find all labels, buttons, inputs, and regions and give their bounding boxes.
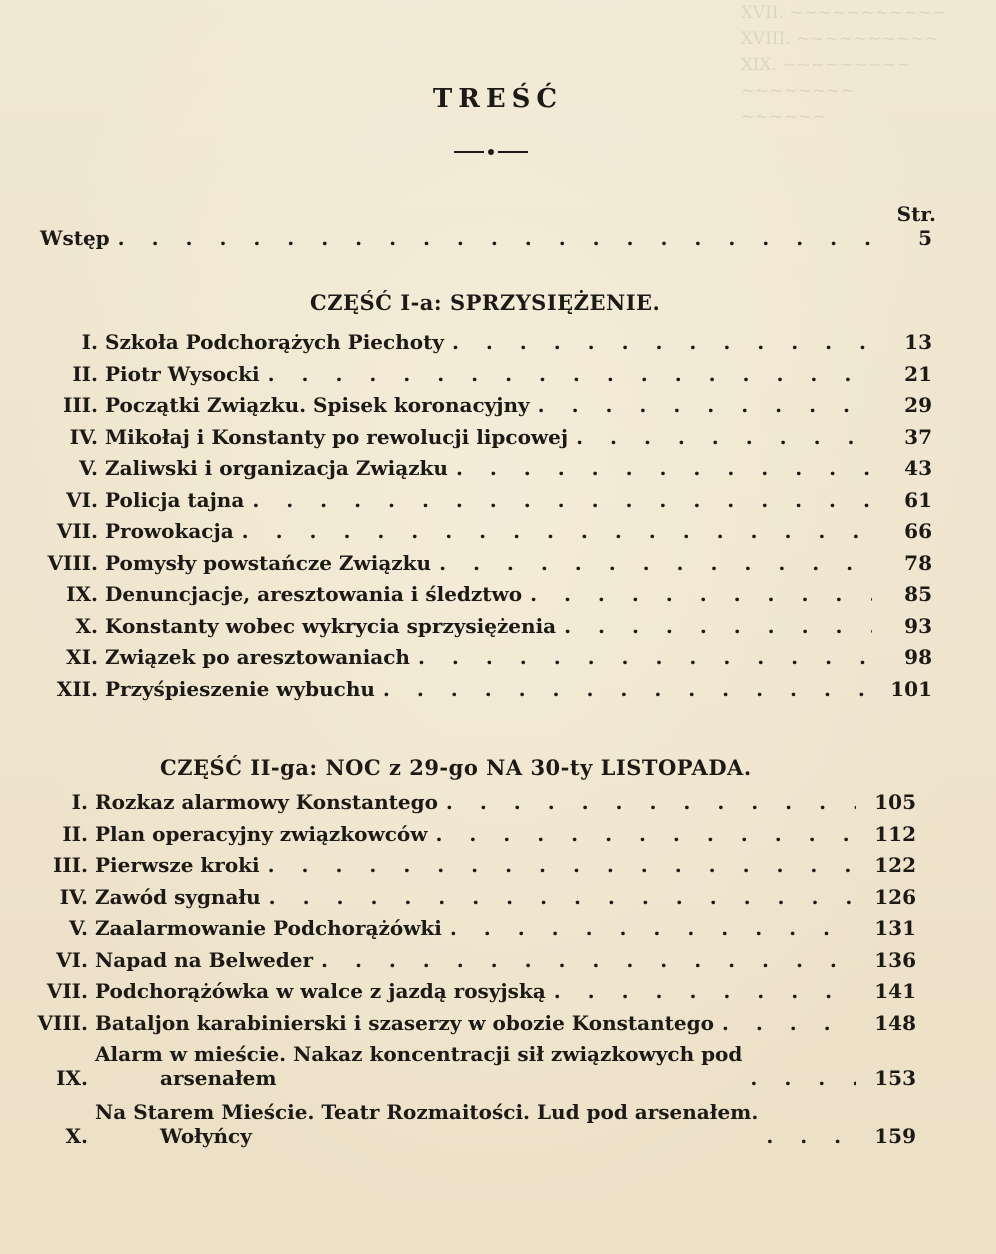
toc-entry-intro (40, 200, 932, 250)
toc-page: 66 (904, 519, 932, 543)
chapter-numeral: X. (75, 613, 98, 638)
chapter-numeral: VI. (66, 487, 98, 512)
dot-leader (714, 1011, 856, 1035)
toc-title-block (105, 330, 444, 354)
toc-title: Pomysły powstańcze Związku (105, 550, 432, 575)
toc-title: Pierwsze kroki (95, 853, 260, 877)
toc-title: Plan operacyjny związkowców (95, 821, 428, 846)
toc-page: 126 (874, 884, 916, 909)
toc-title: Prowokacja (105, 519, 234, 543)
toc-title: Rozkaz alarmowy Konstantego (95, 790, 438, 814)
toc-page: 105 (874, 790, 916, 814)
chapter-numeral: I. (71, 790, 88, 814)
dot-leader (410, 645, 872, 669)
dot-leader (556, 614, 872, 638)
toc-entry (40, 677, 932, 701)
toc-page: 148 (874, 1010, 916, 1035)
toc-page: 37 (904, 424, 932, 449)
toc-title-block (105, 488, 244, 512)
dot-leader (444, 330, 872, 354)
toc-title-block (95, 948, 313, 972)
toc-entry (40, 330, 932, 354)
dot-leader (260, 362, 872, 386)
chapter-numeral: III. (62, 393, 98, 417)
dot-leader (448, 456, 872, 480)
toc-page: 153 (874, 1066, 916, 1090)
chapter-numeral: VIII. (37, 1010, 88, 1035)
toc-page: 141 (874, 979, 916, 1003)
toc-entry (20, 1042, 916, 1090)
dot-leader (438, 790, 856, 814)
toc-title-block (105, 582, 522, 606)
toc-title: Zawód sygnału (95, 884, 261, 909)
toc-title-block (105, 393, 530, 417)
dot-leader (261, 885, 856, 909)
toc-entry (40, 551, 932, 575)
chapter-numeral: VII. (56, 519, 98, 543)
toc-entry (20, 916, 916, 940)
toc-page: 5 (918, 226, 932, 250)
chapter-numeral: XI. (66, 645, 98, 669)
toc-entry (40, 645, 932, 669)
toc-entry (20, 948, 916, 972)
toc-title: Policja tajna (105, 487, 245, 512)
dot-leader (522, 582, 872, 606)
toc-title-block (95, 790, 438, 814)
toc-entry (20, 885, 916, 909)
toc-title: Zaliwski i organizacja Związku (105, 456, 448, 480)
dot-leader (313, 948, 856, 972)
toc-page: 159 (874, 1124, 916, 1148)
toc-entry (40, 425, 932, 449)
toc-title-block (105, 425, 568, 449)
dot-leader (375, 677, 872, 701)
toc-title-block (105, 614, 556, 638)
toc-title: Podchorążówka w walce z jazdą rosyjską (95, 979, 546, 1003)
dot-leader (431, 551, 872, 575)
toc-entry (20, 1011, 916, 1035)
toc-page: 61 (904, 487, 932, 512)
dot-leader (427, 822, 856, 846)
toc-title-block (95, 916, 442, 940)
chapter-numeral: V. (69, 916, 88, 940)
toc-title-block (105, 677, 375, 701)
chapter-numeral: XII. (56, 676, 98, 701)
toc-page: 98 (904, 645, 932, 669)
chapter-numeral: II. (72, 361, 98, 386)
toc-title-block (105, 456, 448, 480)
toc-title: Związek po aresztowaniach (105, 645, 410, 669)
toc-page: 112 (874, 821, 916, 846)
toc-entry (40, 582, 932, 606)
toc-title-block (95, 822, 427, 846)
toc-page: 136 (874, 947, 916, 972)
toc-entry (40, 614, 932, 638)
chapter-numeral: IX. (56, 1066, 88, 1090)
dot-leader (568, 425, 872, 449)
toc-entry (40, 393, 932, 417)
dot-leader (244, 488, 872, 512)
toc-title-block (95, 885, 261, 909)
dot-leader (442, 916, 856, 940)
chapter-numeral: IV. (59, 884, 88, 909)
chapter-numeral: V. (79, 456, 98, 480)
title-ornament (454, 149, 528, 155)
toc-page: 21 (904, 361, 932, 386)
toc-page: 101 (890, 676, 932, 701)
toc-title: Napad na Belweder (95, 947, 314, 972)
toc-page: 13 (904, 330, 932, 354)
chapter-numeral: II. (62, 821, 88, 846)
toc-entry (40, 362, 932, 386)
dot-leader (546, 979, 856, 1003)
toc-title: Początki Związku. Spisek koronacyjny (105, 393, 530, 417)
toc-entry (20, 790, 916, 814)
page-column-label: Str. (896, 202, 936, 226)
toc-title-block (95, 1042, 742, 1090)
toc-title: Zaalarmowanie Podchorążówki (95, 916, 442, 940)
toc-entry (20, 1100, 916, 1148)
toc-page: 131 (874, 916, 916, 940)
toc-title-block (95, 853, 260, 877)
toc-entry (40, 456, 932, 480)
toc-title: Piotr Wysocki (105, 361, 260, 386)
chapter-numeral: VII. (46, 979, 88, 1003)
toc-title-block (105, 551, 431, 575)
toc-title: Na Starem Mieście. Teatr Rozmaitości. Lud pod arsenałem. (95, 1100, 759, 1124)
toc-title: Mikołaj i Konstanty po rewolucji lipcowej (105, 424, 569, 449)
dot-leader (758, 1124, 856, 1148)
toc-title: Alarm w mieście. Nakaz koncentracji sił związkowych pod (95, 1042, 743, 1066)
toc-entry (20, 822, 916, 846)
chapter-numeral: I. (81, 330, 98, 354)
dot-leader (260, 853, 856, 877)
bleed-through-text: XVII. ~~~~~~~~~~~ XVIII. ~~~~~~~~~~ XIX. ~~~~~~~~~ ~~~~~~~~ ~~~~~~ (740, 3, 946, 127)
toc-entry (40, 519, 932, 543)
dot-leader (110, 226, 872, 250)
toc-title: Konstanty wobec wykrycia sprzysiężenia (105, 613, 557, 638)
toc-title-block (105, 519, 234, 543)
toc-page: 122 (874, 853, 916, 877)
toc-title-block (95, 1100, 758, 1148)
toc-page: 29 (904, 393, 932, 417)
chapter-numeral: VIII. (47, 550, 98, 575)
toc-title-continued: arsenałem (160, 1066, 277, 1090)
toc-page: 78 (904, 550, 932, 575)
toc-title-block (95, 1011, 714, 1035)
toc-title: Przyśpieszenie wybuchu (105, 676, 375, 701)
toc-title-block (105, 645, 410, 669)
toc-page: 43 (904, 456, 932, 480)
toc-page: 85 (904, 582, 932, 606)
toc-title: Bataljon karabinierski i szaserzy w obozie Konstantego (95, 1010, 714, 1035)
chapter-numeral: IX. (66, 582, 98, 606)
dot-leader (234, 519, 872, 543)
part-heading: CZĘŚĆ II-ga: NOC z 29-go NA 30-ty LISTOPADA. (160, 755, 752, 780)
chapter-numeral: IV. (69, 424, 98, 449)
toc-title-block (95, 979, 546, 1003)
toc-entry (40, 488, 932, 512)
toc-title-continued: Wołyńcy (160, 1124, 252, 1148)
chapter-numeral: III. (52, 853, 88, 877)
toc-title: Wstęp (40, 226, 110, 250)
dot-leader (530, 393, 872, 417)
toc-page: 93 (904, 613, 932, 638)
toc-entry (20, 979, 916, 1003)
page-title: TREŚĆ (432, 84, 564, 114)
dot-leader (742, 1066, 856, 1090)
toc-entry (20, 853, 916, 877)
chapter-numeral: X. (65, 1124, 88, 1148)
toc-title: Szkoła Podchorążych Piechoty (105, 330, 444, 354)
toc-title: Denuncjacje, aresztowania i śledztwo (105, 582, 523, 606)
toc-title-block (105, 362, 260, 386)
part-heading: CZĘŚĆ I-a: SPRZYSIĘŻENIE. (310, 290, 661, 315)
chapter-numeral: VI. (56, 947, 88, 972)
